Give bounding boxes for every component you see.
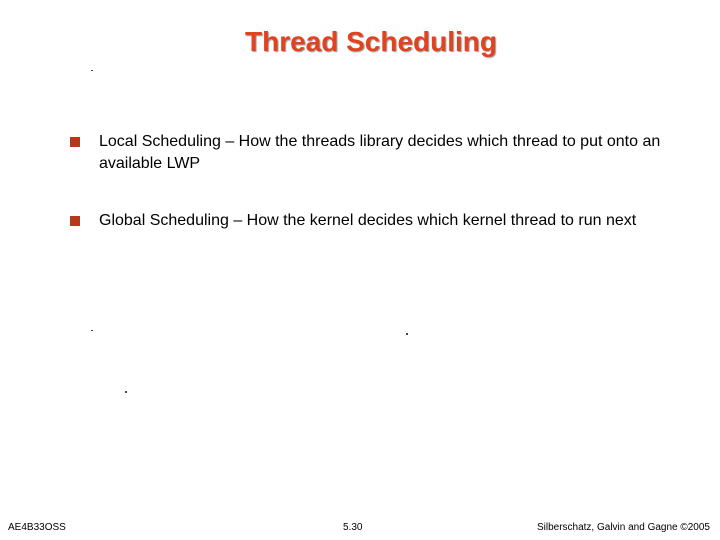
stray-mark — [91, 70, 93, 71]
footer-page-number: 5.30 — [343, 522, 363, 533]
bullet-item — [70, 210, 670, 232]
footer-course: AE4B33OSS — [8, 522, 66, 533]
bullet-list — [70, 131, 670, 267]
stray-mark — [125, 391, 127, 393]
bullet-text: Global Scheduling – How the kernel decides which kernel thread to run next — [99, 212, 637, 229]
square-bullet-icon — [70, 137, 80, 147]
square-bullet-icon — [70, 216, 80, 226]
slide-title: Thread Scheduling — [244, 26, 498, 57]
stray-mark — [406, 333, 408, 335]
bullet-text: Local Scheduling – How the threads library decides which thread to put onto an available LWP — [99, 133, 661, 172]
stray-mark — [91, 330, 93, 331]
bullet-item — [70, 131, 670, 175]
footer-copyright: Silberschatz, Galvin and Gagne ©2005 — [536, 522, 710, 533]
